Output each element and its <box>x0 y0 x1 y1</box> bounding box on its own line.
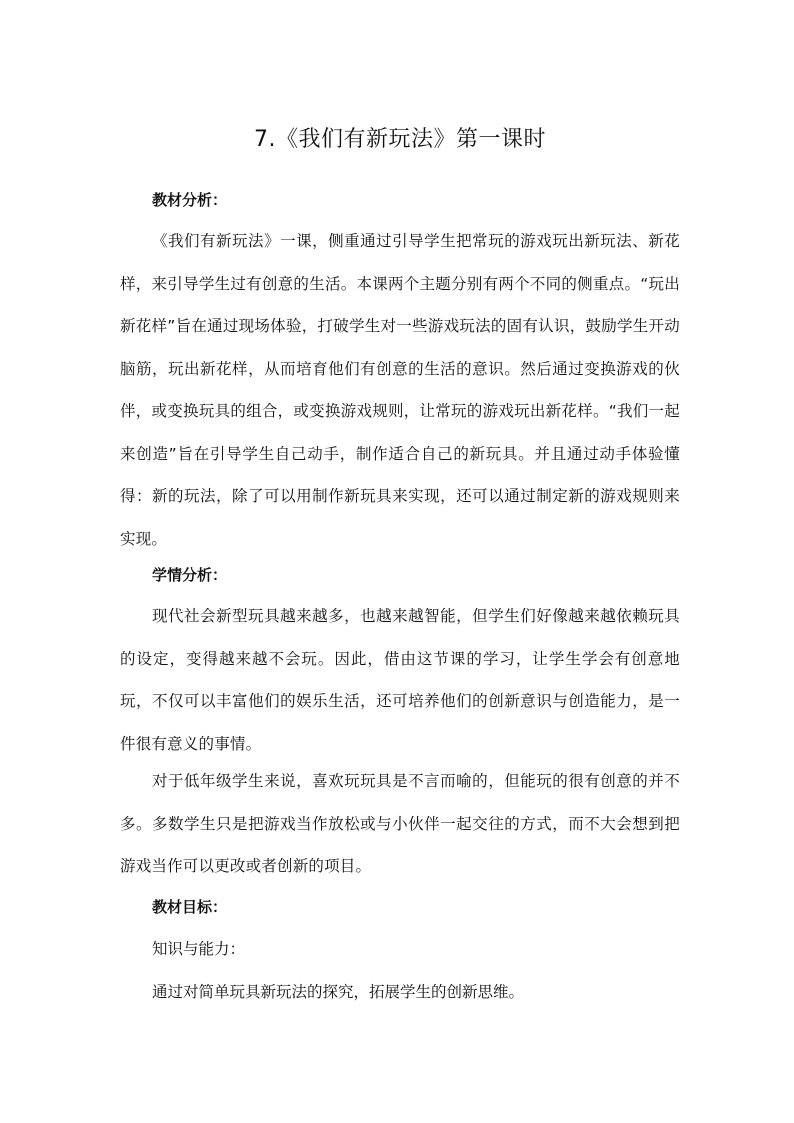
learner-analysis-paragraph-2: 对于低年级学生来说，喜欢玩玩具是不言而喻的，但能玩的很有创意的并不多。多数学生只是把游戏当作放松或与小伙伴一起交往的方式，而不大会想到把游戏当作可以更改或者创新的项目。 <box>120 772 680 875</box>
section-heading-objectives: 教材目标： <box>152 898 228 916</box>
objectives-subheading-knowledge: 知识与能力： <box>152 940 246 958</box>
document-title: 7.《我们有新玩法》第一课时 <box>254 127 546 152</box>
section-heading-learner-analysis: 学情分析： <box>152 566 228 584</box>
learner-analysis-paragraph-1: 现代社会新型玩具越来越多，也越来越智能，但学生们好像越来越依赖玩具的设定，变得越来越不会玩。因此，借由这节课的学习，让学生学会有创意地玩，不仅可以丰富他们的娱乐生活，还可培养他们的创新意识与创造能力，是一件很有意义的事情。 <box>120 607 680 753</box>
objectives-item-1: 通过对简单玩具新玩法的探究，拓展学生的创新思维。 <box>152 983 525 1001</box>
section-heading-material-analysis: 教材分析： <box>152 191 228 209</box>
material-analysis-paragraph: 《我们有新玩法》一课，侧重通过引导学生把常玩的游戏玩出新玩法、新花样，来引导学生过有创意的生活。本课两个主题分别有两个不同的侧重点。“玩出新花样”旨在通过现场体验，打破学生对一些游戏玩法的固有认识，鼓励学生开动脑筋，玩出新花样，从而培育他们有创意的生活的意识。然后通过变换游戏的伙伴，或变换玩具的组合，或变换游戏规则，让常玩的游戏玩出新花样。“我们一起来创造”旨在引导学生自己动手，制作适合自己的新玩具。并且通过动手体验懂得：新的玩法，除了可以用制作新玩具来实现，还可以通过制定新的游戏规则来实现。 <box>120 232 680 548</box>
